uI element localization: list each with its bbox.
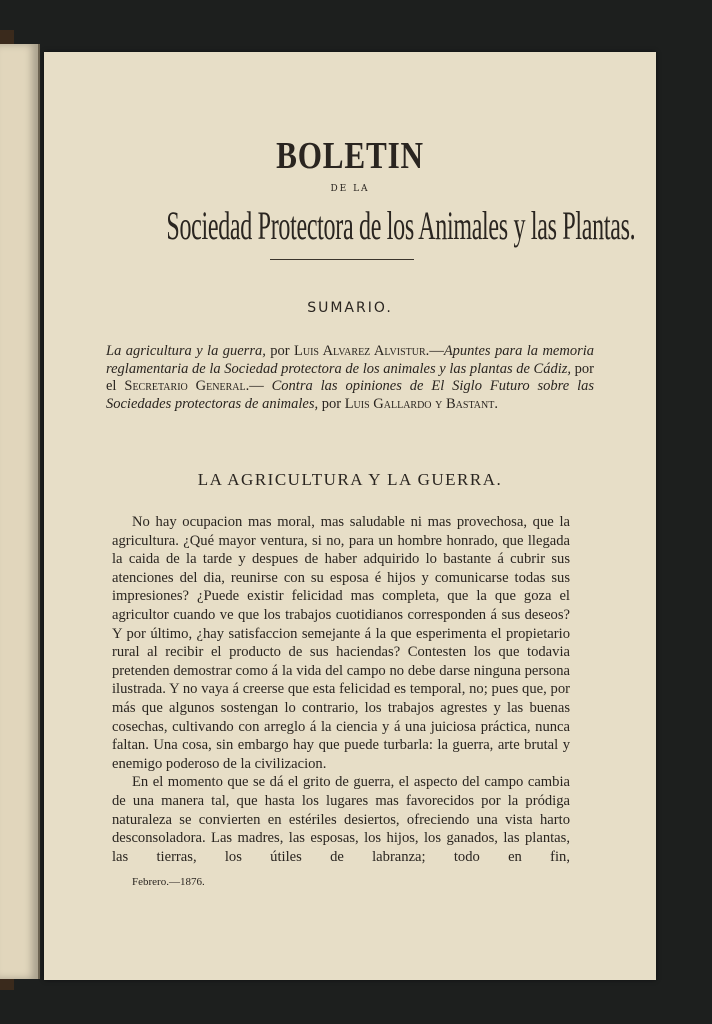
article-body <box>112 513 570 866</box>
summary-part: por el <box>106 360 594 395</box>
summary-part: La agricultura y la guerra, <box>106 343 266 359</box>
summary-part: Luis Gallardo y Bastant. <box>344 395 498 412</box>
summary-heading: SUMARIO. <box>307 300 393 316</box>
bulletin-title: BOLETIN <box>276 135 424 177</box>
header-divider <box>270 259 414 260</box>
footer-date: Febrero.—1876. <box>132 876 205 888</box>
summary-part: Contra las opiniones de El Siglo Futuro sobre las Sociedades protectoras de animales, <box>106 378 595 412</box>
summary-part: — <box>429 343 444 359</box>
facing-page <box>0 44 40 979</box>
article-paragraph: En el momento que se dá el grito de guerra, el aspecto del campo cambia de una manera tal, que hasta los lugares mas favorecidos por la pródiga naturaleza se convierten en estériles desiertos, ofreciendo una vista harto desconsoladora. Las madres, las esposas, los hijos, los ganados, las plantas, las tierras, los útiles de labranza; todo en fin, <box>112 774 570 865</box>
article-title: LA AGRICULTURA Y LA GUERRA. <box>197 470 503 489</box>
article-paragraph: No hay ocupacion mas moral, mas saludable ni mas provechosa, que la agricultura. ¿Qué mayor ventura, si no, para un hombre honrado, que llegada la caida de la tarde y despues de haber adquirido lo bastante á cubrir sus atenciones del dia, reunirse con su esposa é hijos y comunicarse todas sus impresiones? ¿Puede existir felicidad mas completa, que la que goza el agricultor cuando ve que los trabajos cuotidianos corresponden á sus deseos? Y por último, ¿hay satisfaccion semejante á la que esperimenta el propietario rural al recibir el producto de sus haciendas? Contesten los que todavia pretenden demostrar como á la vida del campo no debe darse ninguna persona ilustrada. Y no vaya á creerse que esta felicidad es temporal, no; pues que, por más que algunos sostengan lo contrario, los trabajos agrestes y las buenas cosechas, cultivando con arreglo á la ciencia y á una juiciosa práctica, nunca faltan. Una cosa, sin embargo hay que puede turbarla: la guerra, arte brutal y enemigo poderoso de la civilizacion. <box>112 514 570 772</box>
summary-part: Luis Alvarez Alvistur. <box>294 343 430 359</box>
summary-contents <box>106 343 594 413</box>
bulletin-subtitle-connector: DE LA <box>330 184 370 194</box>
summary-part: por <box>318 395 345 412</box>
society-name: Sociedad Protectora de los Animales y las Plantas. <box>166 203 636 248</box>
summary-part: por <box>265 343 294 359</box>
summary-part: Secretario General. <box>124 378 250 395</box>
summary-part: — <box>249 378 272 395</box>
document-page <box>44 52 656 980</box>
summary-part: Apuntes para la memoria reglamentaria de la Sociedad protectora de los animales y las plantas de Cádiz, <box>106 343 594 377</box>
